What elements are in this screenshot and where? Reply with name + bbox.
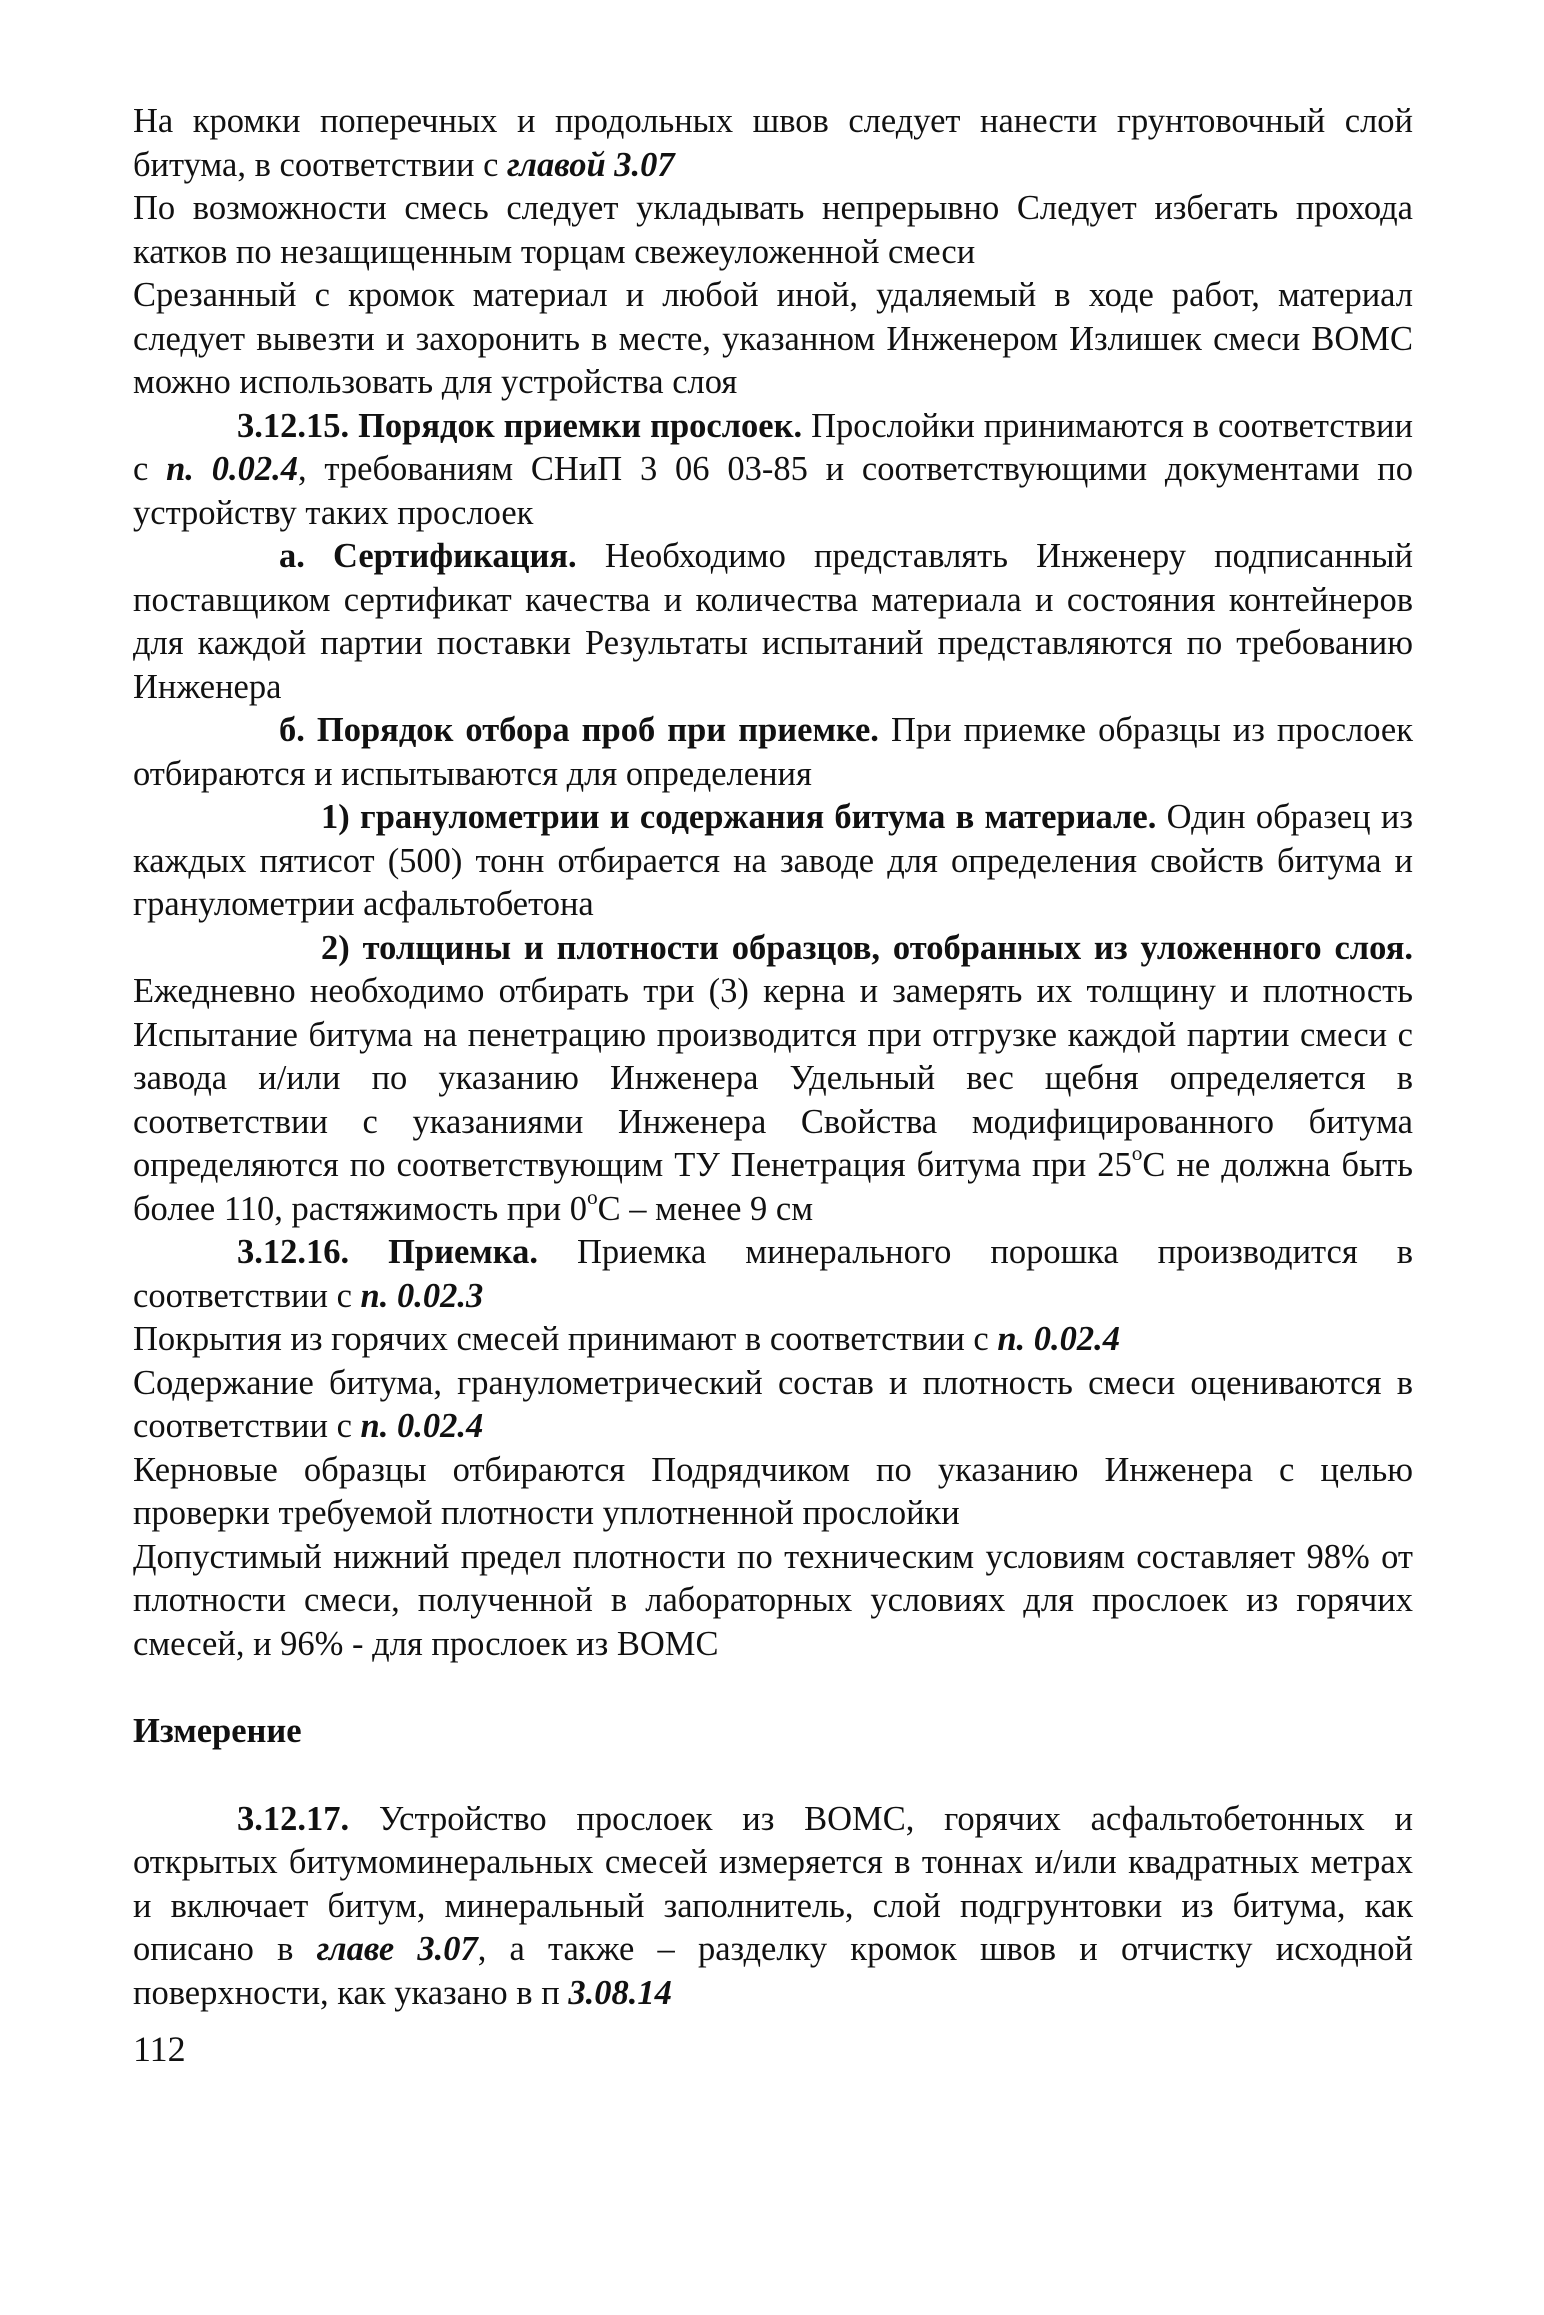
paragraph-text: , требованиям СНиП 3 06 03-85 и соответствующими документами по устройству таких прослоек <box>133 450 1413 532</box>
paragraph-text: Устройство прослоек из ВОМС, горячих асфальтобетонных и открытых битумоминеральных смесей измеряется в тоннах и/или квадратных метрах и включает битум, минеральный заполнитель, слой подгрунтовки из битума, как описано в <box>133 1799 1413 1968</box>
section-3-12-15 <box>133 405 1413 536</box>
paragraph-core-samples <box>133 1449 1413 1536</box>
degree-sign: o <box>1131 1140 1143 1165</box>
paragraph-text: Один образец из каждых пятисот (500) тонн отбирается на заводе для определения свойств битума и гранулометрии асфальтобетона <box>133 798 1413 923</box>
paragraph-text: Срезанный с кромок материал и любой иной, удаляемый в ходе работ, материал следует вывезти и захоронить в месте, указанном Инженером Излишек смеси ВОМС можно использовать для устройства слоя <box>133 276 1413 401</box>
item-granulometry <box>133 796 1413 927</box>
section-title-measurement: Измерение <box>133 1712 302 1750</box>
section-3-12-16 <box>133 1231 1413 1318</box>
subsection-heading: а. Сертификация. <box>279 537 577 575</box>
paragraph-material-removal <box>133 274 1413 405</box>
item-heading: 2) толщины и плотности образцов, отобранных из уложенного слоя. <box>321 928 1413 967</box>
reference-link: 3.08.14 <box>568 1973 672 2012</box>
paragraph-text: , а также – разделку кромок швов и отчистку исходной поверхности, как указано в п <box>133 1930 1413 2012</box>
paragraph-text: При приемке образцы из прослоек отбираются и испытываются для определения <box>133 711 1413 793</box>
reference-link: главой 3.07 <box>507 145 675 184</box>
paragraph-text: Керновые образцы отбираются Подрядчиком по указанию Инженера с целью проверки требуемой плотности уплотненной прослойки <box>133 1450 1413 1532</box>
paragraph-density-limit <box>133 1536 1413 1667</box>
page-number: 112 <box>133 2029 186 2069</box>
section-heading: 3.12.17. <box>237 1799 350 1838</box>
paragraph-bitumen-content <box>133 1362 1413 1449</box>
paragraph-text: Приемка минерального порошка производится в соответствии с <box>133 1233 1413 1315</box>
paragraph-primer-layer <box>133 100 1413 187</box>
reference-link: п. 0.02.4 <box>360 1407 484 1445</box>
paragraph-text: Прослойки принимаются в соответствии с <box>133 406 1413 488</box>
paragraph-text: С не должна быть более 110, растяжимость при 0 <box>133 1146 1413 1228</box>
section-3-12-17 <box>133 1798 1413 2016</box>
reference-link: п. 0.02.4 <box>997 1320 1121 1358</box>
paragraph-text: По возможности смесь следует укладывать непрерывно Следует избегать прохода катков по незащищенным торцам свежеуложенной смеси <box>133 189 1413 271</box>
subsection-certification <box>133 535 1413 709</box>
item-thickness-density <box>133 927 1413 1232</box>
paragraph-text: С – менее 9 см <box>597 1189 814 1228</box>
paragraph-text: Допустимый нижний предел плотности по техническим условиям составляет 98% от плотности смеси, полученной в лабораторных условиях для прослоек из горячих смесей, и 96% - для прослоек из ВОМС <box>133 1537 1413 1663</box>
subsection-heading: б. Порядок отбора проб при приемке. <box>279 711 879 749</box>
paragraph-text: Содержание битума, гранулометрический состав и плотность смеси оцениваются в соответствии с <box>133 1363 1413 1445</box>
section-heading: 3.12.16. Приемка. <box>237 1233 539 1271</box>
paragraph-hot-mix-acceptance <box>133 1318 1413 1362</box>
document-page <box>133 100 1413 2015</box>
item-heading: 1) гранулометрии и содержания битума в материале. <box>321 798 1157 836</box>
subsection-sampling <box>133 709 1413 796</box>
reference-link: п. 0.02.3 <box>360 1276 484 1315</box>
paragraph-text: Необходимо представлять Инженеру подписанный поставщиком сертификат качества и количества материала и состояния контейнеров для каждой партии поставки Результаты испытаний представляются по требованию Инженера <box>133 537 1413 706</box>
section-heading: 3.12.15. Порядок приемки прослоек. <box>237 406 803 445</box>
degree-sign: o <box>586 1184 598 1209</box>
reference-link: главе 3.07 <box>316 1930 478 1968</box>
paragraph-text: На кромки поперечных и продольных швов следует нанести грунтовочный слой битума, в соответствии с <box>133 102 1413 184</box>
paragraph-text: Покрытия из горячих смесей принимают в соответствии с <box>133 1320 998 1358</box>
paragraph-text: Ежедневно необходимо отбирать три (3) керна и замерять их толщину и плотность Испытание битума на пенетрацию производится при отгрузке каждой партии смеси с завода и/или по указанию Инженера Удельный вес щебня определяется в соответствии с указаниями Инженера Свойства модифицированного битума определяются по соответствующим ТУ Пенетрация битума при 25 <box>133 972 1413 1184</box>
reference-link: п. 0.02.4 <box>166 450 298 488</box>
paragraph-continuous-laying <box>133 187 1413 274</box>
